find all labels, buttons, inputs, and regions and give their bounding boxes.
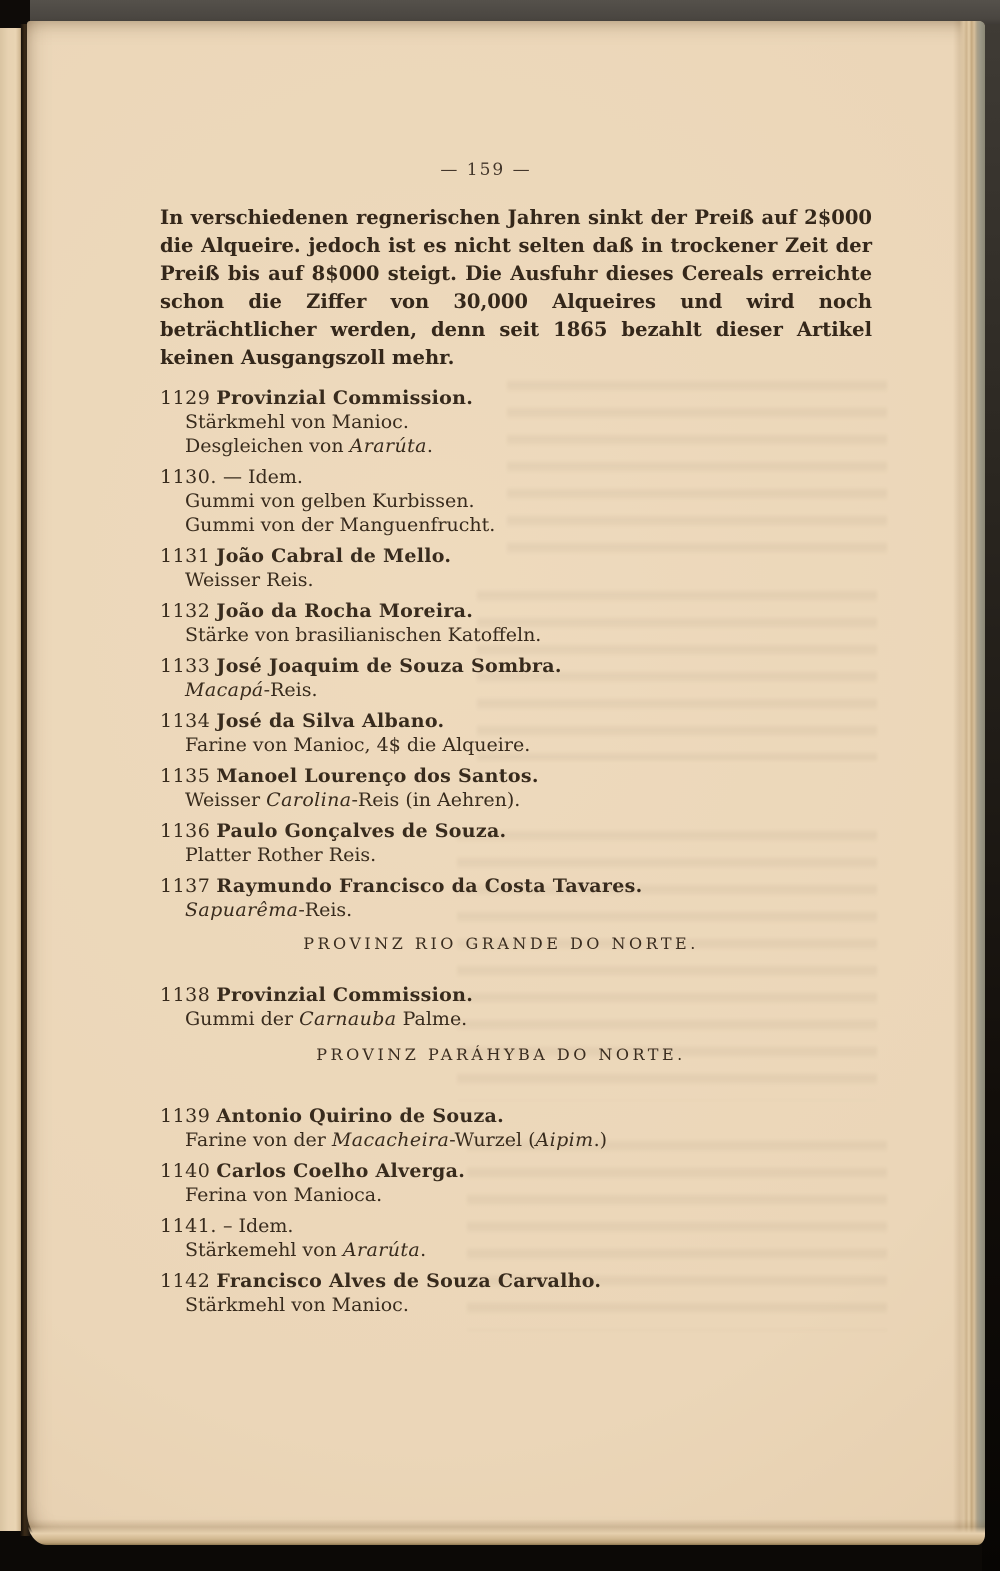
catalog-entry (160, 764, 872, 812)
entry-number: 1142 (160, 1270, 211, 1292)
entry-number: 1140 (160, 1160, 211, 1182)
entry-number: 1130. (160, 466, 217, 488)
product-line: Weisser Reis. (185, 569, 314, 591)
entry-head (160, 874, 872, 898)
entry-head (160, 386, 872, 410)
catalog-entry (160, 709, 872, 757)
product-line: Desgleichen von Ararúta. (185, 435, 433, 457)
exhibitor-name: Provinzial Commission. (216, 984, 474, 1006)
facing-page-edge (0, 26, 21, 1531)
catalog-entry (160, 819, 872, 867)
catalog-entry (160, 544, 872, 592)
catalog-entry (160, 1159, 872, 1207)
catalog-entry (160, 599, 872, 647)
entry-head (160, 764, 872, 788)
product-line: Farine von der Macacheira-Wurzel (Aipim.) (185, 1129, 608, 1151)
product-line: Sapuarêma-Reis. (185, 899, 353, 921)
catalog-entry (160, 654, 872, 702)
entry-number: 1131 (160, 545, 211, 567)
entry-number: 1139 (160, 1105, 211, 1127)
catalog-list (160, 386, 872, 1317)
entry-number: 1136 (160, 820, 211, 842)
section-heading: PROVINZ PARÁHYBA DO NORTE. (316, 1045, 686, 1064)
product-line: Gummi von der Manguenfrucht. (185, 514, 496, 536)
exhibitor-name: João da Rocha Moreira. (216, 600, 474, 622)
entry-head (160, 1269, 872, 1293)
product-line: Farine von Manioc, 4$ die Alqueire. (185, 734, 531, 756)
entry-number: 1137 (160, 875, 211, 897)
page-edge-stack-bottom (27, 1519, 985, 1545)
entry-number: 1132 (160, 600, 211, 622)
catalog-entry (160, 1104, 872, 1152)
entry-head (160, 819, 872, 843)
exhibitor-name: – Idem. (222, 1215, 294, 1237)
exhibitor-name: Antonio Quirino de Souza. (216, 1105, 505, 1127)
entry-number: 1138 (160, 984, 211, 1006)
exhibitor-name: Raymundo Francisco da Costa Tavares. (216, 875, 643, 897)
entry-number: 1129 (160, 387, 211, 409)
exhibitor-name: Provinzial Commission. (216, 387, 474, 409)
entry-head (160, 599, 872, 623)
entry-head (160, 1159, 872, 1183)
product-line: Ferina von Manioca. (185, 1184, 383, 1206)
entry-head (160, 709, 872, 733)
exhibitor-name: Manoel Lourenço dos Santos. (216, 765, 539, 787)
product-line: Platter Rother Reis. (185, 844, 377, 866)
catalog-entry (160, 1214, 872, 1262)
entry-head (160, 654, 872, 678)
exhibitor-name: José da Silva Albano. (216, 710, 445, 732)
page-number: — 159 — (440, 160, 532, 180)
exhibitor-name: Paulo Gonçalves de Souza. (216, 820, 507, 842)
exhibitor-name: João Cabral de Mello. (216, 545, 452, 567)
page-edge-stack-right (953, 21, 985, 1545)
catalog-entry (160, 1269, 872, 1317)
page-content (160, 160, 872, 1324)
product-line: Macapá-Reis. (185, 679, 318, 701)
catalog-entry (160, 983, 872, 1031)
catalog-entry (160, 874, 872, 922)
product-line: Weisser Carolina-Reis (in Aehren). (185, 789, 521, 811)
product-line: Stärke von brasilianischen Katoffeln. (185, 624, 542, 646)
exhibitor-name: — Idem. (222, 466, 303, 488)
entry-head (160, 544, 872, 568)
entry-head (160, 1104, 872, 1128)
catalog-entry (160, 465, 872, 537)
exhibitor-name: Francisco Alves de Souza Carvalho. (216, 1270, 602, 1292)
entry-head (160, 1214, 872, 1238)
catalog-entry (160, 386, 872, 458)
entry-number: 1133 (160, 655, 211, 677)
entry-number: 1134 (160, 710, 211, 732)
entry-head (160, 465, 872, 489)
product-line: Stärkmehl von Manioc. (185, 1294, 409, 1316)
product-line: Gummi der Carnauba Palme. (185, 1008, 468, 1030)
entry-number: 1135 (160, 765, 211, 787)
section-heading: PROVINZ RIO GRANDE DO NORTE. (303, 934, 699, 953)
product-line: Stärkemehl von Ararúta. (185, 1239, 427, 1261)
entry-number: 1141. (160, 1215, 217, 1237)
exhibitor-name: José Joaquim de Souza Sombra. (216, 655, 562, 677)
exhibitor-name: Carlos Coelho Alverga. (216, 1160, 466, 1182)
entry-head (160, 983, 872, 1007)
product-line: Gummi von gelben Kurbissen. (185, 490, 475, 512)
intro-paragraph: In verschiedenen regnerischen Jahren sinkt der Preiß auf 2$000 die Alqueire. jedoch ist es nicht selten daß in trockener Zeit der Preiß bis auf 8$000 steigt. Die Ausfuhr dieses Cereals erreichte schon die Ziffer von 30,000 Alqueires und wird noch beträchtlicher werden, denn seit 1865 bezahlt dieser Artikel keinen Ausgangszoll mehr. (160, 206, 872, 369)
product-line: Stärkmehl von Manioc. (185, 411, 409, 433)
